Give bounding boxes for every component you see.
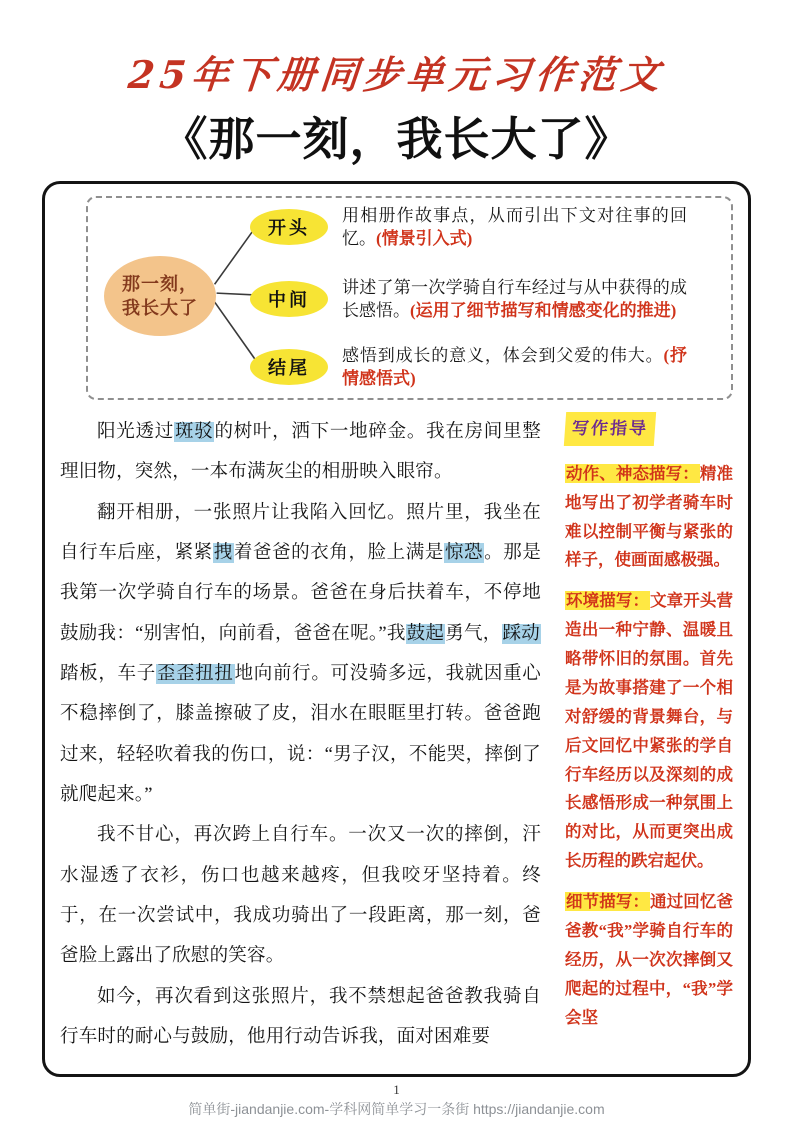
red-text: (抒情感悟式) <box>342 345 687 388</box>
text-segment: 我不甘心，再次跨上自行车。一次又一次的摔倒，汗水湿透了衣衫，伤口也越来越疼，但我咬牙坚持着。终于，在一次尝试中，我成功骑出了一段距离，那一刻，爸爸脸上露出了欣慰的笑容。 <box>60 825 541 967</box>
guide-note-detail-description <box>565 888 733 1032</box>
essay-paragraph-1 <box>60 412 541 493</box>
essay-body <box>60 412 541 1057</box>
hl-yellow-text: 动作、神态描写： <box>566 463 699 483</box>
series-title: 25年下册同步单元习作范文 <box>126 52 667 97</box>
hl-yellow-text: 细节描写： <box>566 892 650 911</box>
page-title: 《那一刻，我长大了》 <box>161 113 632 165</box>
branch-description-beginning <box>342 204 687 251</box>
text-segment: 讲述了第一次学骑自行车经过与从中获得的成长感悟。 <box>342 277 687 320</box>
hl-blue-text: 踩动 <box>502 623 540 644</box>
text-segment: 着爸爸的衣角，脸上满是 <box>233 542 444 563</box>
red-text: (运用了细节描写和情感变化的推进) <box>410 301 677 320</box>
text-segment: 勇气， <box>445 623 502 644</box>
hl-blue-text: 歪歪扭扭 <box>156 663 234 684</box>
mindmap-branch-row <box>250 202 725 252</box>
text-segment: 用相册作故事点，从而引出下文对往事的回忆。 <box>342 205 687 248</box>
mindmap-branch-row <box>250 342 725 392</box>
hl-blue-text: 拽 <box>213 542 233 563</box>
mindmap-node-ending: 结尾 <box>250 349 328 385</box>
text-segment: 的树叶，洒下一地碎金。我在房间里整理旧物，突然，一本布满灰尘的相册映入眼帘。 <box>60 422 541 483</box>
essay-paragraph-3 <box>60 815 541 976</box>
root-label-line1: 那一刻， <box>122 273 198 294</box>
text-segment: 翻开相册，一张照片让我陷入回忆。照片里，我坐在自行车后座，紧紧 <box>60 502 541 563</box>
text-segment: 感悟到成长的意义，体会到父爱的伟大。 <box>342 345 664 365</box>
hl-blue-text: 鼓起 <box>406 623 445 644</box>
writing-guide-sidebar <box>565 412 733 1057</box>
content-frame <box>42 181 751 1077</box>
mindmap-branch-row <box>250 258 725 340</box>
guide-note-action-description <box>565 460 733 576</box>
hl-blue-text: 惊恐 <box>444 542 484 563</box>
red-text: (情景引入式) <box>376 229 473 248</box>
guide-note-environment-description <box>565 587 733 876</box>
mindmap-root-node <box>104 256 216 336</box>
footer-watermark: 简单街-jiandanjie.com-学科网简单学习一条街 https://jiandanjie.com <box>188 1101 605 1117</box>
essay-paragraph-4 <box>60 977 541 1058</box>
root-label-line2: 我长大了 <box>122 298 198 318</box>
hl-yellow-text: 环境描写： <box>566 591 650 611</box>
text-segment: 地向前行。可没骑多远，我就因重心不稳摔倒了，膝盖擦破了皮，泪水在眼眶里打转。爸爸跑过来，轻轻吹着我的伤口，说：“男子汉，不能哭，摔倒了就爬起来。” <box>60 663 541 805</box>
text-segment: 踏板，车子 <box>60 663 156 684</box>
text-segment: 阳光透过 <box>97 422 174 442</box>
text-segment: 文章开头营造出一种宁静、温暖且略带怀旧的氛围。首先是为故事搭建了一个相对舒缓的背景舞台，与后文回忆中紧张的学自行车经历以及深刻的成长感悟形成一种氛围上的对比，从而更突出成长历程的跌宕起伏。 <box>565 591 734 871</box>
worksheet-page <box>0 44 793 1119</box>
branch-description-middle <box>342 276 687 323</box>
text-segment: 通过回忆爸爸教“我”学骑自行车的经历，从一次次摔倒又爬起的过程中，“我”学会坚 <box>565 892 734 1027</box>
essay-paragraph-2 <box>60 493 541 816</box>
writing-guide-header: 写作指导 <box>564 412 656 446</box>
hl-blue-text: 斑驳 <box>174 422 214 442</box>
mindmap-node-middle: 中间 <box>250 281 328 317</box>
two-column-area <box>60 412 733 1057</box>
page-number: 1 <box>393 1082 400 1097</box>
branch-description-ending <box>342 344 687 391</box>
text-segment: 如今，再次看到这张照片，我不禁想起爸爸教我骑自行车时的耐心与鼓励，他用行动告诉我，面对困难要 <box>60 986 541 1047</box>
mindmap-node-beginning: 开头 <box>250 209 328 245</box>
text-segment: 。那是我第一次学骑自行车的场景。爸爸在身后扶着车，不停地鼓励我：“别害怕，向前看，爸爸在呢。”我 <box>60 542 542 644</box>
mindmap-box <box>86 196 733 400</box>
text-segment: 精准地写出了初学者骑车时难以控制平衡与紧张的样子，使画面感极强。 <box>565 463 734 570</box>
